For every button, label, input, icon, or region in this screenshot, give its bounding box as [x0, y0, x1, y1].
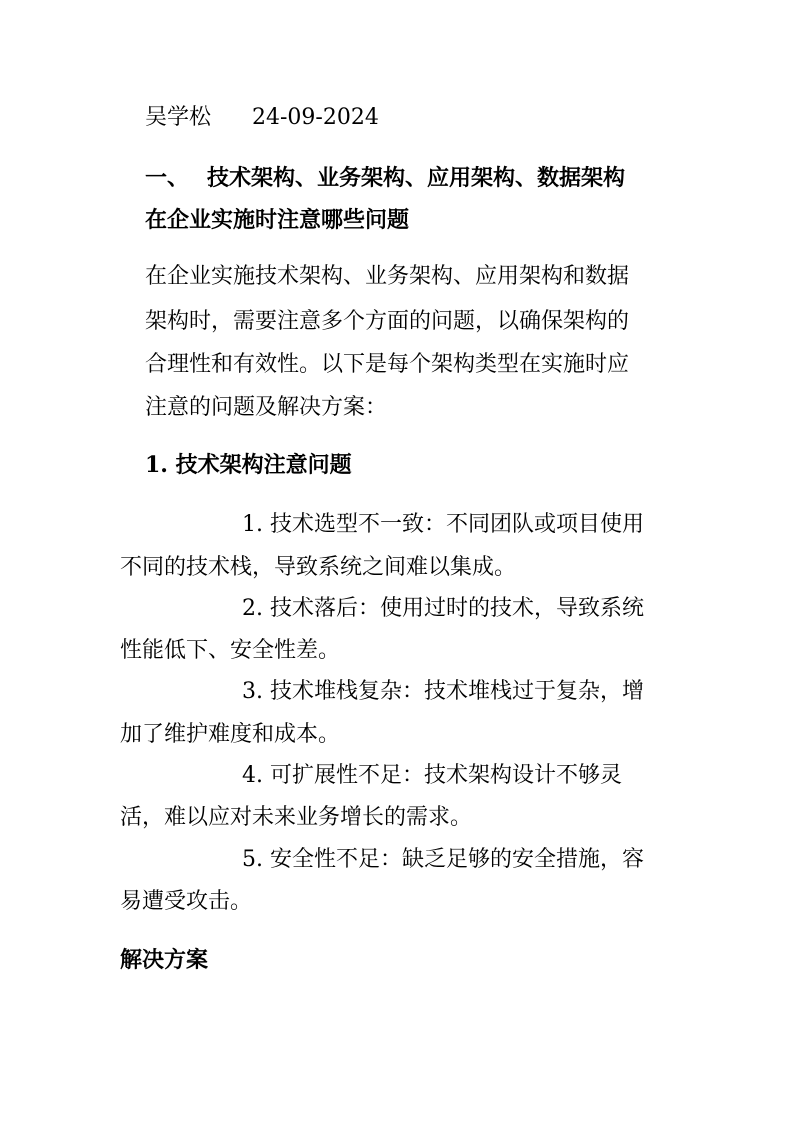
- list-item-4-line-1: 4. 可扩展性不足：技术架构设计不够灵: [242, 763, 622, 788]
- section-title-line-1: 技术架构、业务架构、应用架构、数据架构: [207, 165, 626, 191]
- section-number: 一、: [145, 165, 190, 191]
- list-item-5-line-2: 易遭受攻击。: [120, 889, 253, 914]
- list-item-2-line-2: 性能低下、安全性差。: [120, 638, 341, 663]
- list-item-3-line-1: 3. 技术堆栈复杂：技术堆栈过于复杂，增: [242, 679, 644, 704]
- section-title-line-2: 在企业实施时注意哪些问题: [145, 207, 410, 233]
- list-item-1-line-2: 不同的技术栈，导致系统之间难以集成。: [120, 555, 517, 580]
- subsection-title: 1. 技术架构注意问题: [145, 452, 352, 478]
- intro-line-2: 架构时，需要注意多个方面的问题，以确保架构的: [145, 309, 630, 334]
- document-date: 24-09-2024: [252, 105, 379, 130]
- list-item-1-line-1: 1. 技术选型不一致：不同团队或项目使用: [242, 512, 644, 537]
- intro-line-3: 合理性和有效性。以下是每个架构类型在实施时应: [145, 352, 630, 377]
- intro-line-1: 在企业实施技术架构、业务架构、应用架构和数据: [145, 264, 630, 289]
- list-item-2-line-1: 2. 技术落后：使用过时的技术，导致系统: [242, 596, 644, 621]
- solution-heading: 解决方案: [120, 947, 209, 973]
- list-item-3-line-2: 加了维护难度和成本。: [120, 722, 341, 747]
- list-item-5-line-1: 5. 安全性不足：缺乏足够的安全措施，容: [242, 847, 644, 872]
- author-name: 吴学松: [145, 105, 212, 130]
- intro-line-4: 注意的问题及解决方案：: [145, 395, 388, 420]
- list-item-4-line-2: 活，难以应对未来业务增长的需求。: [120, 805, 473, 830]
